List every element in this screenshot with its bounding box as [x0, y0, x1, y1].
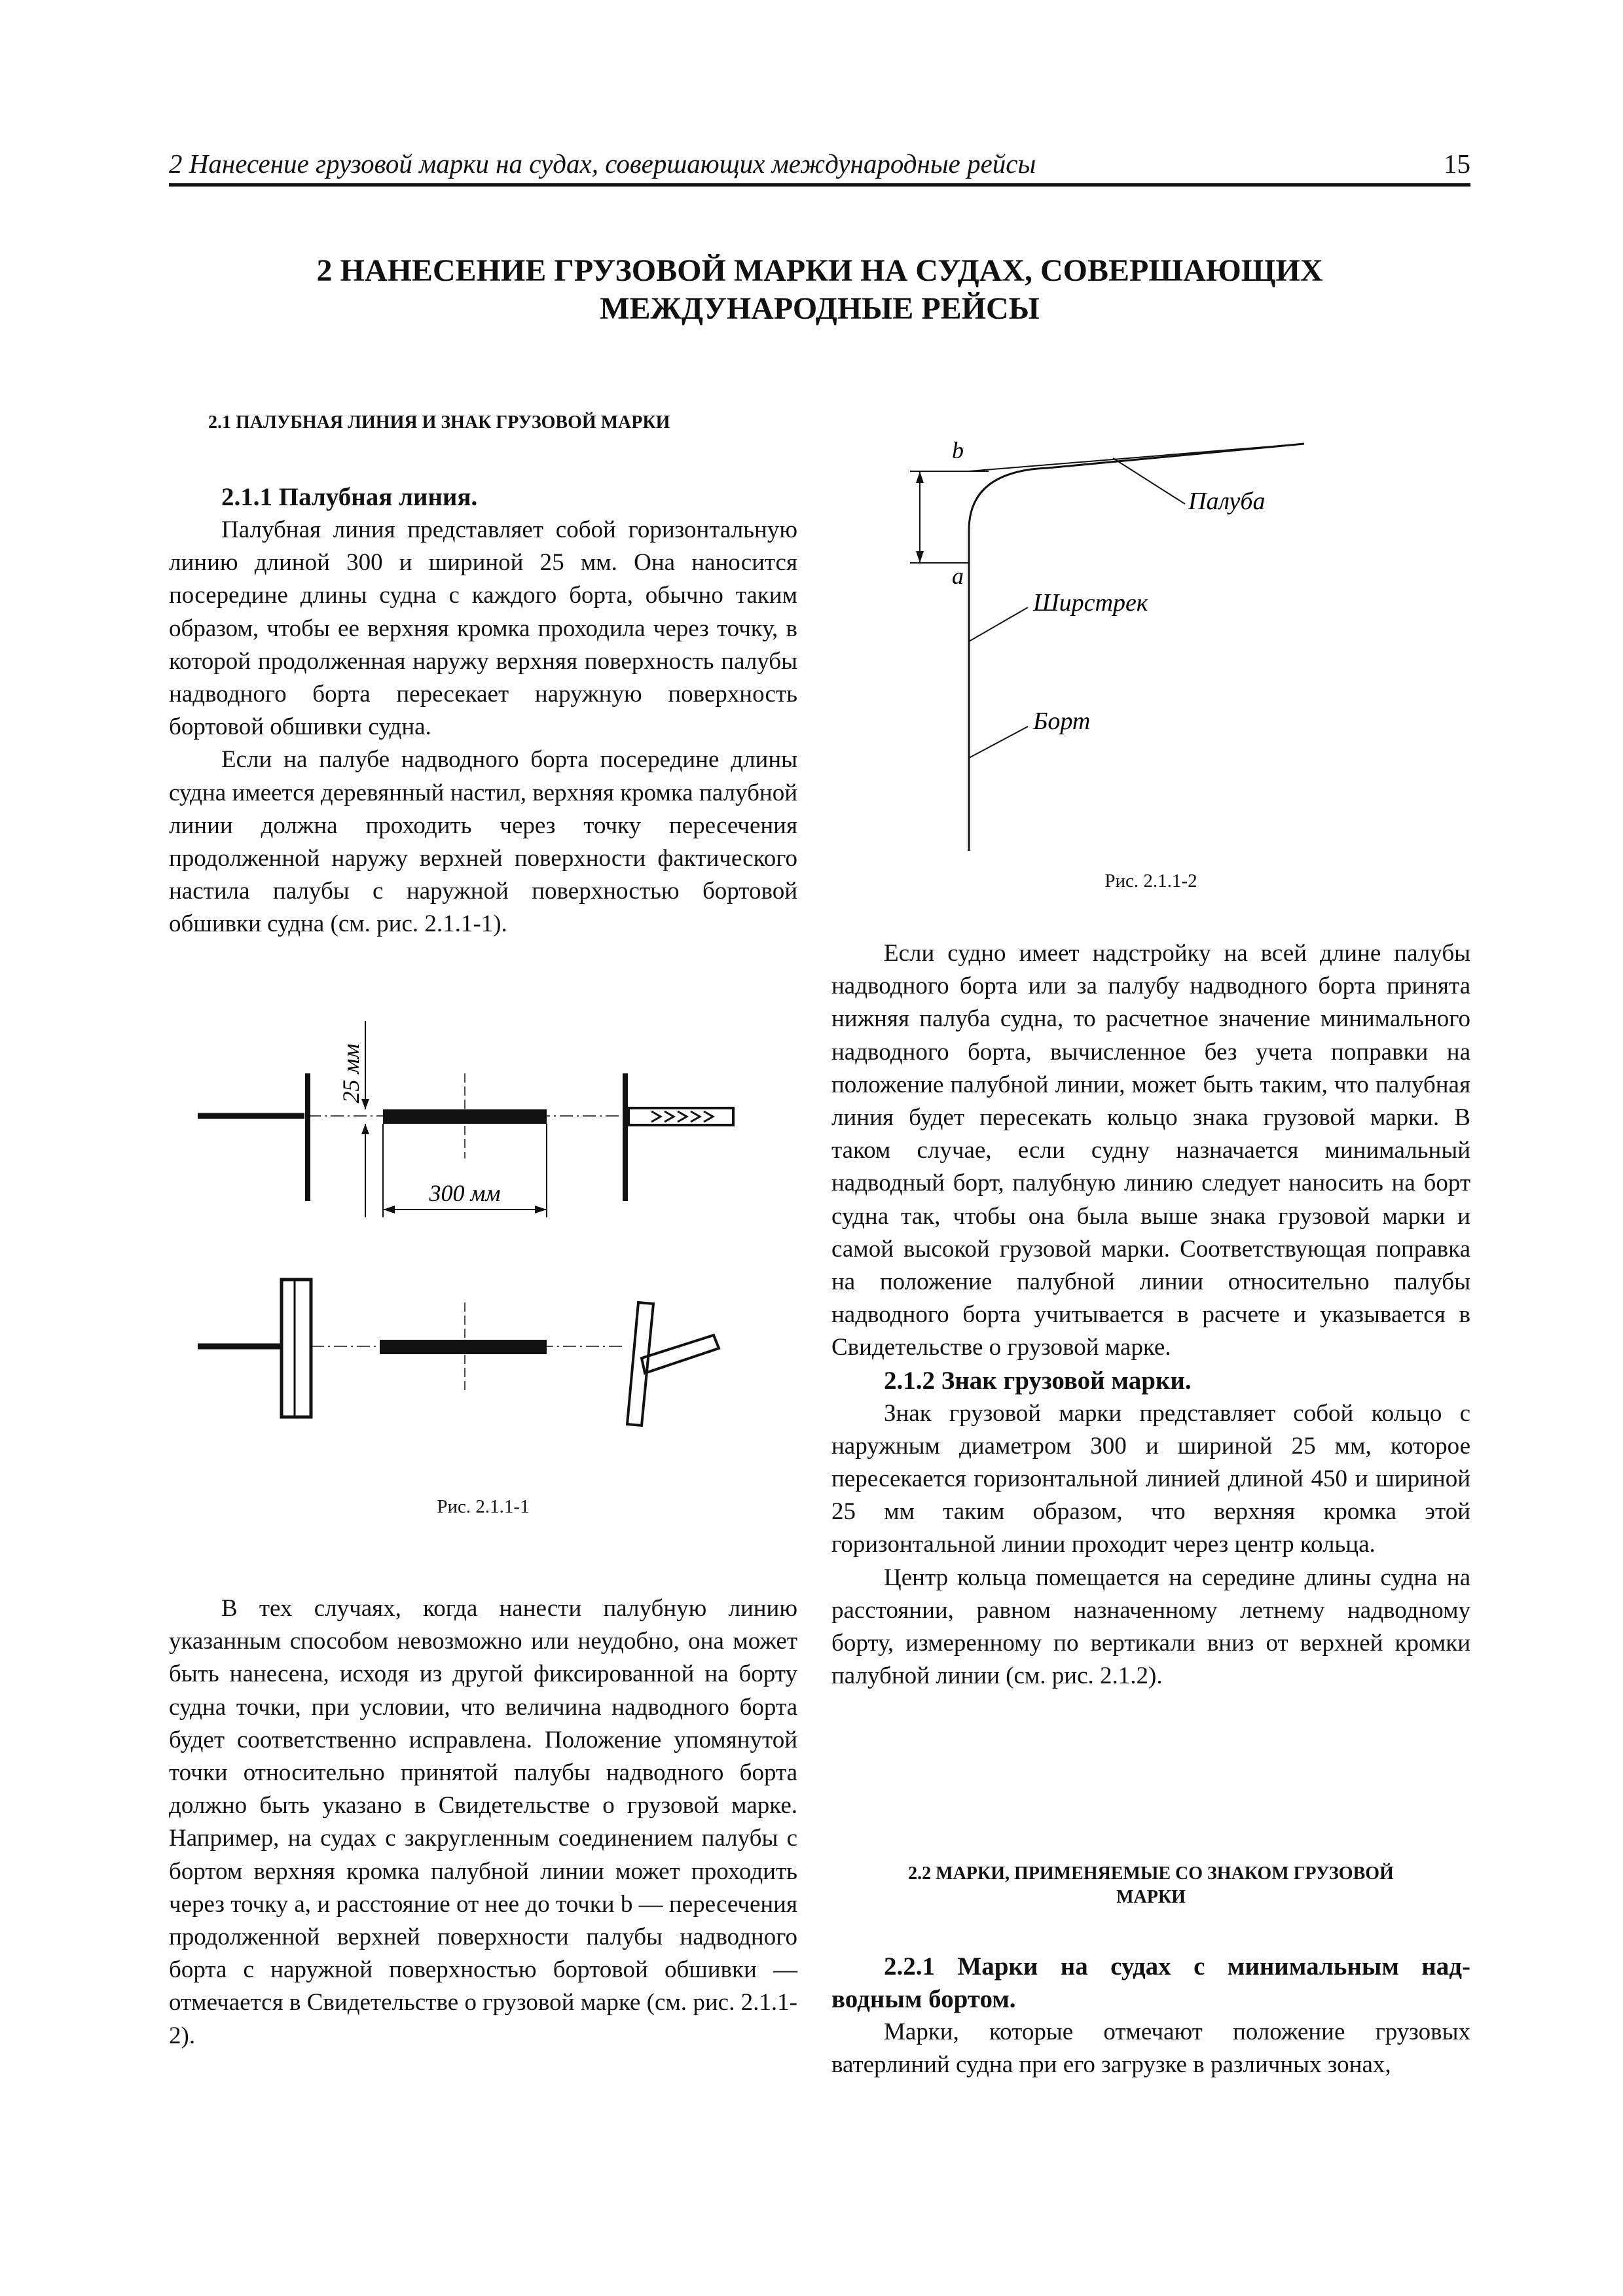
- paragraph-load-line-mark: Знак грузовой марки представляет собой кольцо с наружным диаметром 300 и шириной 25 мм, которое пересекается горизонтальной линией длиной 450 и шириной 25 мм таким образом, что верхняя кромка этой горизонтальной линии проходит через центр кольца.: [831, 1399, 1470, 1558]
- running-head: [169, 148, 1470, 187]
- subsection-2-2-1-heading-line1: 2.2.1 Марки на судах с минимальным над-: [884, 1952, 1470, 1981]
- page-number: 15: [1444, 149, 1470, 179]
- label-point-b: b: [952, 437, 964, 463]
- figure-rounded-gunwale-diagram: [890, 432, 1336, 857]
- chapter-title-line2: МЕЖДУНАРОДНЫЕ РЕЙСЫ: [600, 291, 1040, 326]
- paragraph-alternative-point: В тех случаях, когда нанести палубную линию указанным способом невозможно или неудобно, она может быть нанесена, исходя из другой фиксированной на борту судна точки, при условии, что величина надводного борта будет соответственно исправлена. Положение упомянутой точки относительно принятой палубы надводного борта должно быть указано в Свидетельстве о грузовой марке. Например, на судах с закругленным соединением палубы с бортом верхняя кромка палубной линии может проходить через точку a, и расстояние от нее до точки b — пересечения продолженной верхней поверхности палубы надводного борта с наружной поверхностью бортовой обшивки — отмечается в Свидетельстве о грузовой марке (см. рис. 2.1.1-2).: [169, 1595, 797, 2049]
- right-column-text: [831, 937, 1470, 1693]
- chapter-title-line1: 2 НАНЕСЕНИЕ ГРУЗОВОЙ МАРКИ НА СУДАХ, СОВЕРШАЮЩИХ: [316, 253, 1323, 288]
- leader-sheerstrake: [969, 607, 1028, 641]
- figure-2-caption: Рис. 2.1.1-2: [1104, 870, 1197, 891]
- subsection-2-1-1-heading: 2.1.1 Палубная линия.: [221, 483, 478, 511]
- leader-deck: [1113, 458, 1185, 504]
- running-head-text: 2 Нанесение грузовой марки на судах, совершающих международные рейсы: [169, 149, 1036, 179]
- paragraph-marks-minimum-freeboard: Марки, которые отмечают положение грузовых ватерлиний судна при его загрузке в различных зонах,: [831, 2018, 1470, 2079]
- chapter-title: [169, 252, 1470, 328]
- label-sheerstrake: Ширстрек: [1033, 589, 1148, 617]
- section-2-2-heading-line1: 2.2 МАРКИ, ПРИМЕНЯЕМЫЕ СО ЗНАКОМ ГРУЗОВОЙ: [908, 1863, 1394, 1884]
- paragraph-superstructure: Если судно имеет надстройку на всей длине палубы надводного борта или за палубу надводного борта принята нижняя палуба судна, то расчетное значение минимального надводного борта, вычисленное без учета поправки на положение палубной линии, может быть таким, что палубная линия будет пересекать кольцо знака грузовой марки. В таком случае, если судну назначается минимальный надводный борт, палубную линию следует наносить на борт судна так, чтобы она была выше знака грузовой марки и самой высокой грузовой марки. Соответствующая поправка на положение палубной линии относительно палубы надводного борта учитывается в расчете и указывается в Свидетельстве о грузовой марке.: [831, 940, 1470, 1361]
- paragraph-ring-center: Центр кольца помещается на середине длины судна на расстоянии, равном назначенному летнему надводному борту, измеренному по вертикали вниз от верхней кромки палубной линии (см. рис. 2.1.2).: [831, 1564, 1470, 1690]
- left-column-lower: [169, 1592, 797, 2053]
- dim-25-arrow-bottom: [361, 1124, 369, 1134]
- section-2-2-heading: [831, 1862, 1470, 1909]
- label-side: Борт: [1033, 708, 1091, 735]
- label-point-a: a: [952, 563, 964, 589]
- wooden-deck-sheathing: [629, 1108, 733, 1125]
- label-deck: Палуба: [1188, 488, 1266, 515]
- inclined-side-lower: [627, 1302, 653, 1426]
- subsection-2-1-2-heading: 2.1.2 Знак грузовой марки.: [884, 1366, 1192, 1395]
- dim-25-label: 25 мм: [338, 1043, 364, 1103]
- inclined-deck-lower: [642, 1335, 719, 1373]
- subsection-2-2-1-heading-line2: водным бортом.: [831, 1985, 1016, 2013]
- section-2-1-heading: 2.1 ПАЛУБНАЯ ЛИНИЯ И ЗНАК ГРУЗОВОЙ МАРКИ: [208, 412, 670, 433]
- deck-line-mark-lower: [380, 1340, 547, 1354]
- leader-side: [969, 726, 1028, 758]
- dim-300-label: 300 мм: [429, 1180, 501, 1206]
- right-column-bottom: [831, 1950, 1470, 2081]
- paragraph-deck-line: Палубная линия представляет собой горизонтальную линию длиной 300 и шириной 25 мм. Она наносится посередине длины судна с каждого борта, обычно таким образом, чтобы ее верхняя кромка проходила через точку, в которой продолженная наружу верхняя поверхность палубы надводного борта пересекает наружную поверхность бортовой обшивки судна.: [169, 516, 797, 741]
- section-2-2-heading-line2: МАРКИ: [1116, 1887, 1186, 1907]
- paragraph-wooden-deck: Если на палубе надводного борта посередине длины судна имеется деревянный настил, верхняя кромка палубной линии должна проходить через точку пересечения продолженной наружу верхней поверхности фактического настила палубы с наружной поверхностью бортовой обшивки судна (см. рис. 2.1.1-1).: [169, 746, 797, 938]
- figure-1-caption: Рис. 2.1.1-1: [437, 1496, 530, 1517]
- left-column-upper: [169, 481, 797, 941]
- frame-section-lower: [282, 1280, 311, 1417]
- figure-deck-line-diagram: [190, 1001, 766, 1473]
- sheathing-hatching: [651, 1111, 713, 1122]
